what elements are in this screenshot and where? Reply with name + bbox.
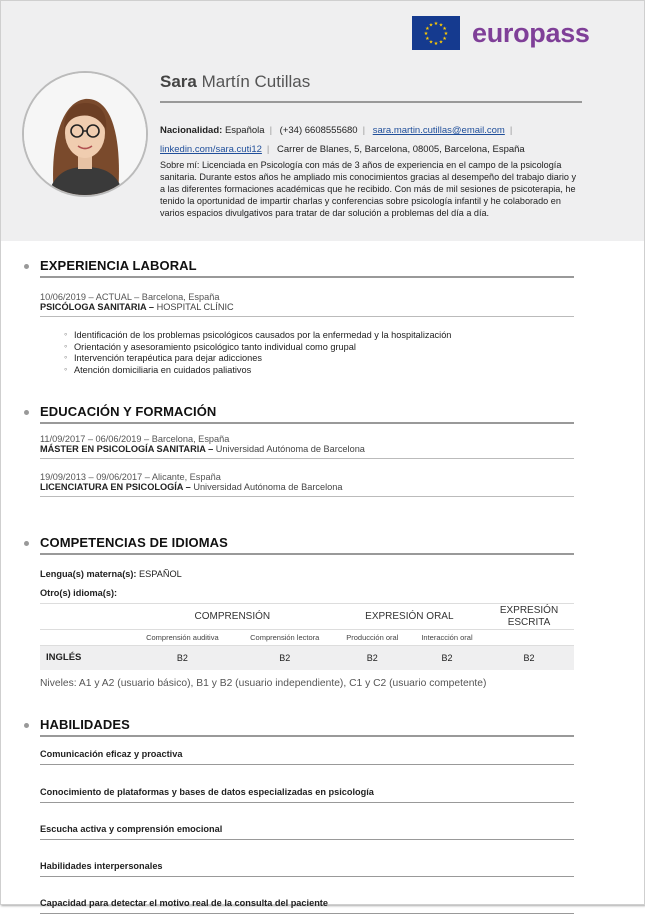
nationality-label: Nacionalidad: (160, 125, 223, 136)
section-divider (40, 735, 574, 737)
section-title: HABILIDADES (24, 717, 574, 732)
education-section (24, 404, 574, 497)
education-entry (40, 434, 574, 459)
star-icon: ★ (433, 41, 439, 47)
entry-divider (40, 458, 574, 459)
levels-note: Niveles: A1 y A2 (usuario básico), B1 y B2 (usuario independiente), C1 y C2 (usuario competente) (40, 677, 487, 689)
list-item: ◦ Identificación de los problemas psicológicos causados por la enfermedad y la hospitalización (64, 330, 574, 342)
entry-meta: 10/06/2019 – ACTUAL – Barcelona, España (40, 292, 220, 302)
eu-flag-icon (412, 16, 460, 50)
avatar (22, 71, 148, 197)
skill-item: Conocimiento de plataformas y bases de datos especializadas en psicología (40, 787, 374, 797)
star-icon: ★ (442, 26, 447, 32)
star-icon: ★ (438, 39, 444, 46)
star-icon: ★ (425, 26, 430, 32)
entry-meta: 11/09/2017 – 06/06/2019 – Barcelona, España (40, 434, 230, 444)
subheader: Comprensión lectora (250, 633, 320, 642)
duties-list (64, 330, 574, 376)
education-entry (40, 472, 574, 497)
person-photo-icon (24, 73, 146, 195)
address: Carrer de Blanes, 5, Barcelona, 08005, Barcelona, España (277, 144, 525, 155)
star-icon: ★ (438, 22, 444, 29)
entry-role: MÁSTER EN PSICOLOGÍA SANITARIA – Universidad Autónoma de Barcelona (40, 444, 365, 454)
linkedin-link[interactable]: linkedin.com/sara.cuti12 (160, 144, 262, 155)
section-title: COMPETENCIAS DE IDIOMAS (24, 535, 574, 550)
other-languages-label: Otro(s) idioma(s): (40, 588, 118, 598)
entry-meta: 19/09/2013 – 09/06/2017 – Alicante, España (40, 472, 221, 482)
languages-section (24, 535, 574, 689)
header-comprension: COMPRENSIÓN (194, 611, 271, 622)
phone-number: (+34) 6608555680 (279, 125, 358, 136)
contact-info: Nacionalidad: Española | (+34) 6608555680 | sara.martin.cutillas@email.com | linkedin.com/sara.cuti12 | Carrer de Blanes, 5, Barcelona, 08005, Barcelona, España (160, 125, 525, 155)
star-icon: ★ (423, 31, 429, 37)
about-me: Sobre mí: Licenciada en Psicología con más de 3 años de experiencia en el campo de la psicología sanitaria. Durante estos años he ampliado mis conocimientos gracias al desempeño del trabajo diario y a las diferentes formaciones académicas que he recibido. Con más de mil sesiones de psicoterapia, he tenido la oportunidad de impartir charlas y conferencias sobre psicología infantil y he colaborado en varios espacios divulgativos para tratar de dar solución a problemas del día a día. (160, 160, 577, 218)
europass-logo (412, 16, 590, 50)
skill-item: Habilidades interpersonales (40, 861, 163, 871)
skill-item: Escucha activa y comprensión emocional (40, 824, 223, 834)
mother-tongue: Lengua(s) materna(s): ESPAÑOL (40, 569, 182, 579)
section-divider (40, 553, 574, 555)
entry-role: PSICÓLOGA SANITARIA – HOSPITAL CLÍNIC (40, 302, 234, 312)
logo-text: europass (472, 17, 590, 48)
list-item: ◦ Orientación y asesoramiento psicológico tanto individual como grupal (64, 342, 574, 354)
header-expresion-oral: EXPRESIÓN ORAL (365, 611, 454, 622)
section-divider (40, 276, 574, 278)
first-name: Sara (160, 72, 197, 91)
experience-entry (40, 292, 574, 376)
last-name: Martín Cutillas (201, 72, 311, 91)
star-icon: ★ (425, 36, 430, 42)
star-icon: ★ (442, 36, 447, 42)
section-title: EXPERIENCIA LABORAL (24, 258, 574, 273)
bullet-icon (24, 264, 29, 269)
section-divider (40, 422, 574, 424)
entry-role: LICENCIATURA EN PSICOLOGÍA – Universidad Autónoma de Barcelona (40, 482, 343, 492)
list-item: ◦ Atención domiciliaria en cuidados paliativos (64, 365, 574, 377)
skill-item: Comunicación eficaz y proactiva (40, 749, 183, 759)
language-name: INGLÉS (46, 652, 82, 664)
bullet-icon (24, 723, 29, 728)
list-item: ◦ Intervención terapéutica para dejar adicciones (64, 353, 574, 365)
subheader: Interacción oral (421, 633, 473, 642)
candidate-name (160, 72, 310, 92)
experience-section (24, 258, 574, 376)
nationality-value: Española (224, 125, 265, 136)
email-link[interactable]: sara.martin.cutillas@email.com (372, 125, 505, 136)
table-row: INGLÉS B2 B2 B2 B2 B2 (40, 646, 574, 670)
bullet-icon (24, 541, 29, 546)
subheader: Producción oral (346, 633, 399, 642)
header-expresion-escrita: EXPRESIÓN ESCRITA (499, 604, 559, 628)
star-icon: ★ (428, 22, 434, 29)
section-title: EDUCACIÓN Y FORMACIÓN (24, 404, 574, 419)
bullet-icon (24, 410, 29, 415)
entry-divider (40, 316, 574, 317)
languages-table (40, 603, 574, 670)
star-icon: ★ (428, 39, 434, 46)
skill-item: Capacidad para detectar el motivo real de la consulta del paciente (40, 898, 328, 908)
star-icon: ★ (443, 31, 449, 37)
name-divider (160, 101, 582, 103)
skills-section (24, 717, 574, 914)
subheader: Comprensión auditiva (146, 633, 219, 642)
star-icon: ★ (433, 21, 439, 27)
entry-divider (40, 496, 574, 497)
